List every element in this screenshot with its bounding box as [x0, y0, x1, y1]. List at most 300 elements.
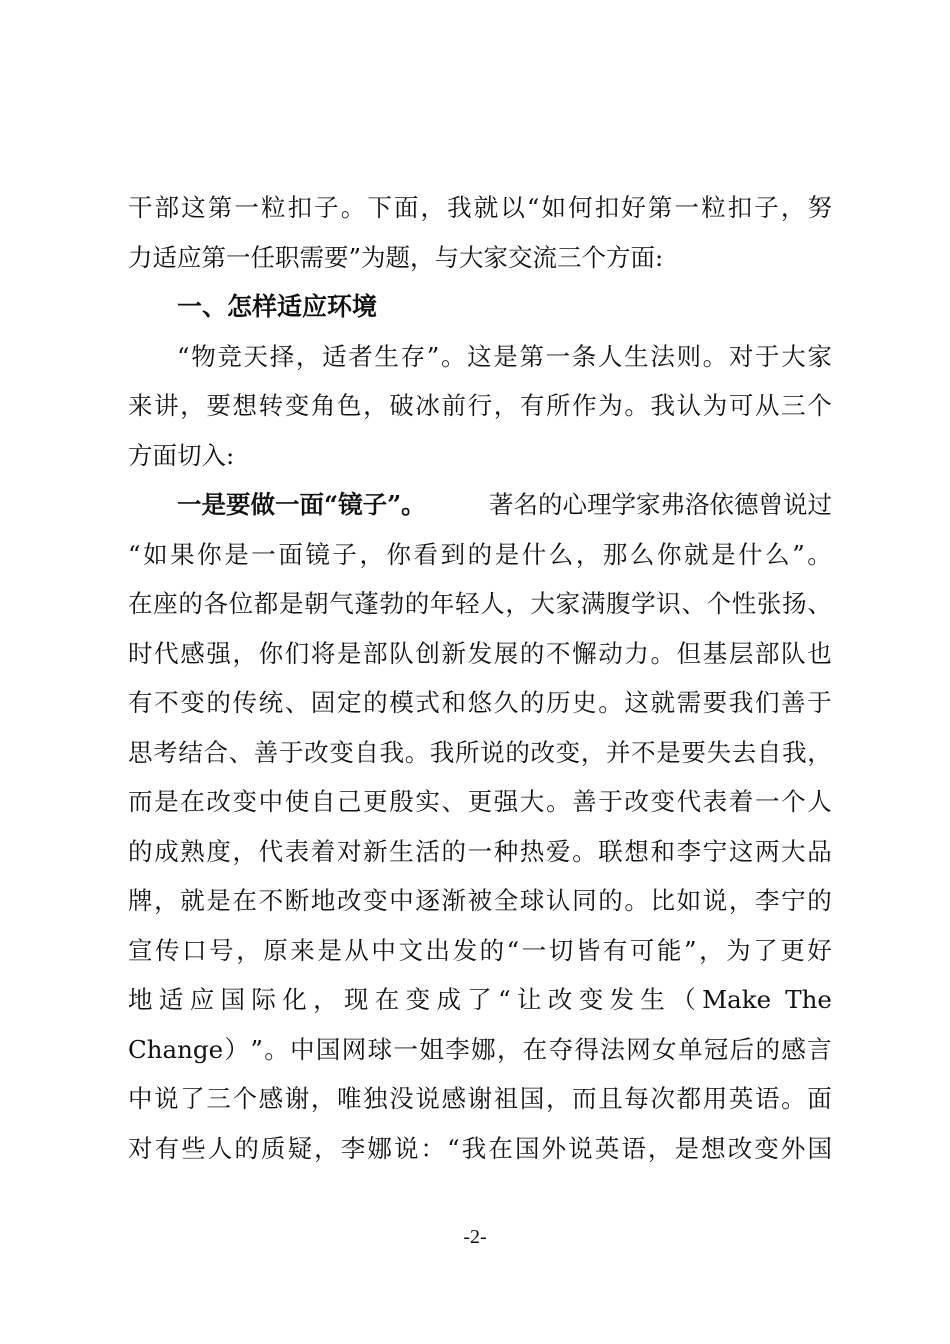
glyph: 蓬	[354, 589, 379, 618]
glyph: 娜	[471, 1034, 496, 1064]
glyph: 宁	[781, 886, 806, 915]
glyph: 色	[337, 391, 362, 420]
glyph: 面	[807, 1084, 832, 1113]
glyph: 生	[389, 836, 414, 866]
glyph: 不	[631, 737, 656, 767]
glyph: ”	[348, 242, 362, 272]
glyph: 面	[630, 242, 656, 272]
glyph: 为	[598, 391, 623, 420]
glyph: 下	[367, 193, 392, 222]
glyph: “	[447, 1133, 460, 1163]
glyph: 、	[807, 589, 832, 618]
glyph: ，	[546, 1084, 571, 1113]
glyph: 地	[128, 985, 153, 1014]
paragraph-line	[128, 1025, 832, 1075]
glyph: 的	[234, 1133, 259, 1163]
glyph: 。	[650, 638, 675, 668]
glyph: 么	[548, 539, 574, 569]
glyph: 看	[413, 539, 439, 569]
glyph: 法	[650, 341, 675, 371]
glyph: 果	[170, 539, 195, 569]
glyph: 层	[728, 638, 754, 668]
glyph: 。	[340, 193, 366, 222]
glyph: 表	[702, 787, 728, 816]
glyph: 的	[363, 688, 388, 717]
glyph: 不	[546, 638, 571, 668]
paragraph-line	[128, 1074, 832, 1124]
glyph: 式	[415, 688, 440, 717]
section-heading: 一、怎样适应环境	[177, 292, 378, 321]
glyph: 好	[807, 935, 832, 965]
glyph: 是	[711, 539, 736, 569]
glyph: 在	[180, 787, 205, 816]
glyph: 应	[177, 242, 202, 272]
glyph: 第	[519, 341, 544, 371]
glyph: 和	[441, 688, 466, 717]
glyph: 扣	[727, 193, 753, 222]
glyph: 表	[284, 836, 310, 866]
glyph: 使	[284, 787, 310, 816]
glyph: 家	[483, 242, 509, 272]
glyph: 、	[228, 737, 254, 767]
glyph: 夺	[548, 1034, 574, 1064]
glyph: 对	[337, 836, 362, 866]
glyph: 善	[253, 737, 279, 767]
glyph: 姐	[419, 1034, 444, 1064]
glyph: ，	[580, 737, 606, 767]
glyph: 善	[781, 688, 806, 717]
paragraph-line	[128, 827, 832, 877]
glyph: 粒	[701, 193, 726, 222]
glyph: 更	[467, 787, 493, 816]
paragraph-line	[128, 975, 832, 1025]
glyph: 懈	[572, 638, 597, 668]
glyph: 被	[467, 886, 493, 915]
glyph: 在	[488, 1133, 513, 1163]
glyph: 生	[374, 341, 399, 371]
glyph: 改	[337, 886, 362, 915]
glyph: 说	[415, 1084, 440, 1113]
glyph: 改	[304, 737, 329, 767]
glyph: 于	[278, 737, 304, 767]
glyph: 李	[340, 1133, 366, 1163]
glyph: 变	[754, 1133, 779, 1163]
glyph: 想	[232, 391, 257, 420]
glyph: 天	[243, 341, 269, 371]
glyph: 如	[541, 193, 567, 222]
glyph: 职	[275, 242, 300, 272]
glyph: ：	[420, 1133, 446, 1163]
glyph: 一	[545, 341, 571, 371]
glyph: 际	[251, 985, 276, 1014]
line-text: 著名的心理学家弗洛依德曾说过	[489, 490, 832, 519]
glyph: 以	[500, 193, 525, 222]
glyph: 史	[572, 688, 597, 717]
glyph: 且	[598, 1084, 623, 1113]
glyph: 度	[206, 836, 231, 866]
glyph: 要	[206, 391, 231, 420]
paragraph-line	[128, 579, 832, 629]
glyph: 有	[602, 935, 628, 965]
glyph: 没	[389, 1084, 414, 1113]
glyph: 如	[676, 886, 702, 915]
glyph: 的	[519, 688, 545, 717]
glyph: 单	[677, 1034, 703, 1064]
glyph: 变	[363, 886, 388, 915]
glyph: 说	[480, 737, 505, 767]
glyph: 扣	[287, 193, 313, 222]
glyph: 了	[467, 985, 492, 1014]
glyph: 成	[436, 985, 461, 1014]
glyph: 应	[189, 985, 215, 1014]
glyph: 创	[415, 638, 440, 668]
glyph: 从	[344, 935, 369, 965]
glyph: Change	[128, 1034, 224, 1064]
glyph: :	[226, 440, 235, 470]
glyph: 来	[128, 391, 153, 420]
glyph: 结	[178, 737, 203, 767]
glyph: 改	[530, 737, 555, 767]
glyph: 对	[128, 1133, 153, 1163]
glyph: 强	[493, 787, 519, 816]
glyph: 个	[232, 1084, 257, 1113]
glyph: 与	[434, 242, 460, 272]
glyph: 。	[781, 1084, 806, 1113]
glyph: 这	[181, 193, 206, 222]
glyph: 英	[728, 1084, 754, 1113]
glyph: 定	[337, 688, 362, 717]
glyph: 我	[728, 688, 754, 717]
glyph: 是	[224, 539, 249, 569]
glyph: 各	[203, 589, 228, 618]
glyph: 子	[754, 193, 779, 222]
glyph: 次	[650, 1084, 675, 1113]
glyph: 满	[580, 589, 606, 618]
glyph: 新	[363, 836, 388, 866]
glyph: 品	[807, 836, 832, 866]
glyph: 子	[314, 193, 339, 222]
glyph: 那	[602, 539, 628, 569]
glyph: 去	[731, 737, 757, 767]
glyph: ，	[363, 391, 388, 420]
glyph: 位	[228, 589, 254, 618]
glyph: 爱	[546, 836, 571, 866]
glyph: 气	[329, 589, 354, 618]
glyph: 子	[332, 539, 357, 569]
glyph: 有	[154, 1133, 180, 1163]
glyph: 的	[404, 589, 430, 618]
glyph: 这	[467, 341, 492, 371]
glyph: :	[655, 242, 664, 272]
glyph: 断	[284, 886, 310, 915]
glyph: 代	[154, 638, 179, 668]
glyph: 着	[310, 836, 336, 866]
glyph: 一	[674, 193, 699, 222]
glyph: 变	[329, 737, 354, 767]
glyph: 改	[624, 787, 649, 816]
glyph: 们	[755, 688, 780, 717]
glyph: 个	[581, 242, 607, 272]
glyph: 的	[598, 886, 623, 915]
glyph: 而	[128, 787, 153, 816]
glyph: 方	[128, 440, 153, 470]
glyph: 勃	[379, 589, 405, 618]
glyph: “	[177, 341, 190, 371]
glyph: 的	[441, 836, 466, 866]
glyph: 切	[548, 935, 574, 965]
glyph: 是	[494, 539, 520, 569]
glyph: 你	[656, 539, 682, 569]
glyph: 所	[546, 391, 571, 420]
glyph: 的	[755, 1034, 781, 1064]
glyph: ”	[426, 341, 440, 371]
glyph: ”	[792, 539, 805, 569]
glyph: 我	[650, 391, 675, 420]
glyph: 唯	[337, 1084, 362, 1113]
glyph: 你	[258, 638, 284, 668]
glyph: 宣	[128, 935, 153, 965]
glyph: 了	[753, 935, 778, 965]
glyph: 什	[738, 539, 763, 569]
glyph: 这	[624, 688, 649, 717]
glyph: 需	[299, 242, 324, 272]
glyph: “	[128, 539, 141, 569]
glyph: 一	[521, 935, 547, 965]
glyph: 固	[310, 688, 336, 717]
glyph: 一	[251, 539, 276, 569]
glyph: 题	[385, 242, 411, 272]
glyph: 新	[441, 638, 466, 668]
glyph: 座	[153, 589, 178, 618]
paragraph-line	[128, 876, 832, 926]
body-text	[128, 183, 832, 1173]
glyph: ，	[236, 935, 261, 965]
glyph: ，	[295, 341, 321, 371]
glyph: 是	[317, 935, 342, 965]
glyph: 要	[681, 737, 706, 767]
glyph: 说	[393, 1133, 419, 1163]
glyph: ，	[154, 886, 179, 915]
glyph: 我	[782, 737, 807, 767]
glyph: 一	[393, 1034, 418, 1064]
glyph: 你	[197, 539, 222, 569]
paragraph-line	[128, 629, 832, 679]
glyph: 地	[310, 886, 336, 915]
glyph: 动	[598, 638, 623, 668]
glyph: 说	[154, 1084, 179, 1113]
glyph: 是	[337, 638, 362, 668]
glyph: ，	[505, 589, 530, 618]
glyph: 是	[278, 589, 304, 618]
glyph: 。	[624, 886, 649, 915]
glyph: 大	[530, 589, 555, 618]
glyph: 祖	[493, 1084, 519, 1113]
glyph: ，	[420, 193, 446, 222]
glyph: 如	[143, 539, 168, 569]
glyph: 种	[493, 836, 519, 866]
glyph: 不	[258, 886, 284, 915]
glyph: 为	[702, 391, 728, 420]
glyph: 说	[568, 1133, 593, 1163]
glyph: 、	[681, 589, 706, 618]
paragraph-line	[128, 233, 832, 283]
glyph: 转	[258, 391, 284, 420]
glyph: 第	[647, 193, 673, 222]
glyph: 李	[445, 1034, 470, 1064]
glyph: ”	[684, 935, 697, 965]
glyph: 么	[629, 539, 655, 569]
glyph: 全	[493, 886, 519, 915]
glyph: 三	[557, 242, 582, 272]
glyph: 谢	[467, 1084, 493, 1113]
glyph: 能	[656, 935, 682, 965]
glyph: 代	[676, 787, 702, 816]
glyph: 的	[467, 539, 493, 569]
glyph: 后	[729, 1034, 755, 1064]
glyph: 口	[182, 935, 207, 965]
glyph: ，	[310, 1084, 336, 1113]
glyph: 想	[701, 1133, 726, 1163]
glyph: 善	[572, 787, 597, 816]
glyph: 来	[290, 935, 315, 965]
glyph: 实	[415, 787, 440, 816]
glyph: 部	[363, 638, 388, 668]
glyph: 在	[522, 1034, 548, 1064]
glyph: 代	[258, 836, 284, 866]
glyph: 强	[206, 638, 231, 668]
glyph: 一	[755, 787, 780, 816]
glyph: 条	[571, 341, 597, 371]
glyph: 感	[258, 1084, 284, 1113]
glyph: 发	[467, 638, 493, 668]
glyph: 宁	[702, 836, 728, 866]
glyph: 独	[363, 1084, 388, 1113]
glyph: （	[671, 985, 696, 1014]
glyph: “	[498, 985, 511, 1014]
glyph: 好	[621, 193, 646, 222]
glyph: 什	[521, 539, 547, 569]
page-number: -2-	[463, 1226, 487, 1248]
glyph: Make	[702, 985, 779, 1014]
glyph: 冠	[703, 1034, 729, 1064]
glyph: 言	[807, 1034, 832, 1064]
glyph: 热	[519, 836, 545, 866]
glyph: 讲	[154, 391, 179, 420]
glyph: 的	[519, 638, 545, 668]
glyph: 人	[597, 341, 623, 371]
glyph: 需	[676, 688, 702, 717]
glyph: 的	[505, 737, 530, 767]
glyph: 三	[206, 1084, 231, 1113]
glyph: ，	[313, 985, 338, 1014]
glyph: 。	[572, 836, 597, 866]
glyph: 国	[519, 1084, 545, 1113]
glyph: 球	[519, 886, 545, 915]
glyph: 的	[807, 886, 832, 915]
glyph: 质	[260, 1133, 286, 1163]
glyph: 中	[258, 787, 284, 816]
glyph: 化	[282, 985, 307, 1014]
glyph: 活	[415, 836, 440, 866]
glyph: 我	[429, 737, 455, 767]
glyph: 感	[180, 638, 205, 668]
glyph: 就	[180, 886, 205, 915]
glyph: 择	[269, 341, 295, 371]
glyph: 于	[807, 688, 832, 717]
glyph: 就	[650, 688, 675, 717]
glyph: 外	[780, 1133, 806, 1163]
glyph: 将	[310, 638, 336, 668]
glyph: 的	[128, 836, 153, 866]
glyph: 自	[756, 737, 782, 767]
glyph: ，	[314, 1133, 339, 1163]
glyph: 。	[440, 341, 466, 371]
glyph: ，	[410, 242, 435, 272]
glyph: 三	[781, 391, 806, 420]
glyph: 传	[155, 935, 180, 965]
glyph: 的	[178, 589, 203, 618]
glyph: 中	[389, 886, 414, 915]
glyph: The	[785, 985, 832, 1014]
glyph: 。	[264, 1034, 289, 1064]
glyph: 变	[405, 985, 431, 1014]
glyph: 张	[756, 589, 782, 618]
paragraph-line	[128, 728, 832, 778]
glyph: 部	[755, 638, 780, 668]
glyph: 面	[152, 440, 177, 470]
glyph: 人	[480, 589, 505, 618]
glyph: 中	[128, 1084, 153, 1113]
glyph: ）	[224, 1034, 249, 1064]
glyph: 变	[578, 985, 604, 1014]
paragraph-line	[128, 480, 832, 530]
glyph: 女	[652, 1034, 677, 1064]
glyph: 。	[702, 341, 728, 371]
glyph: 适	[152, 242, 177, 272]
glyph: 年	[429, 589, 455, 618]
paragraph-line	[128, 381, 832, 431]
glyph: 就	[473, 193, 499, 222]
glyph: 娜	[367, 1133, 392, 1163]
glyph: 改	[727, 1133, 753, 1163]
glyph: 让	[517, 985, 542, 1014]
glyph: 是	[674, 1133, 699, 1163]
glyph: 时	[128, 638, 153, 668]
glyph: 都	[676, 1084, 702, 1113]
glyph: 认	[676, 391, 702, 420]
paragraph-line	[128, 777, 832, 827]
glyph: 国	[220, 985, 246, 1014]
glyph: 思	[128, 737, 153, 767]
glyph: 逐	[415, 886, 440, 915]
glyph: 更	[780, 935, 805, 965]
paragraph-line	[128, 530, 832, 580]
glyph: ，	[493, 391, 519, 420]
glyph: 了	[180, 1084, 205, 1113]
glyph: 要	[324, 242, 349, 272]
glyph: 人	[807, 787, 832, 816]
glyph: ”	[250, 1034, 263, 1064]
glyph: 可	[629, 935, 655, 965]
glyph: 面	[278, 539, 303, 569]
glyph: 感	[441, 1084, 466, 1113]
glyph: 。	[624, 391, 649, 420]
glyph: 面	[393, 193, 419, 222]
glyph: 角	[310, 391, 336, 420]
glyph: 部	[154, 193, 180, 222]
glyph: 殷	[389, 787, 414, 816]
glyph: 存	[400, 341, 426, 371]
